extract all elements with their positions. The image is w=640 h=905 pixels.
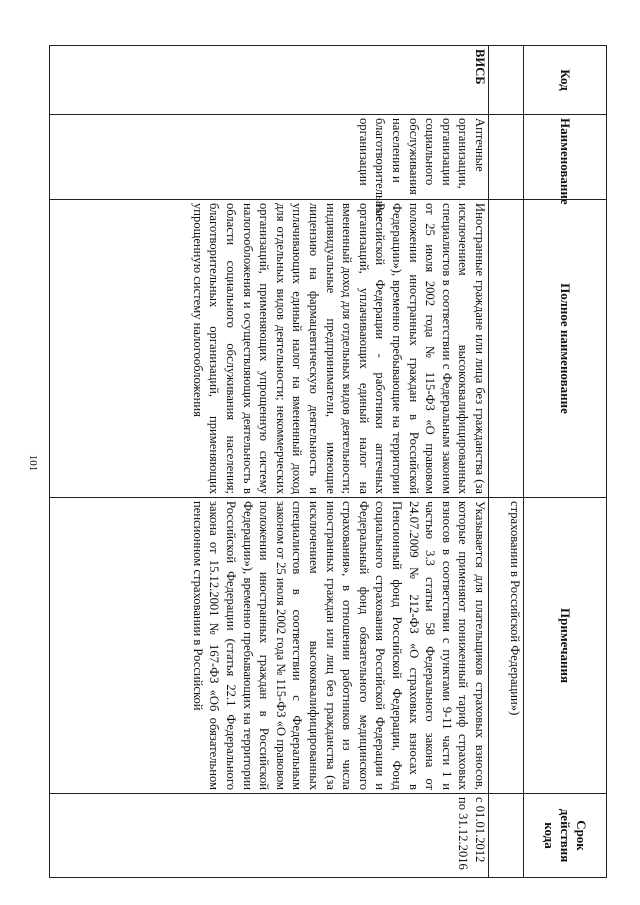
cell-name-empty [489,115,524,200]
header-name: Наименование [524,115,607,200]
header-validity: Срок действия кода [524,794,607,878]
cell-full-name-empty [489,200,524,498]
cell-note: Указывается для плательщиков страховых взносов, которые применяют пониженный тариф страховых взносов в соответствии с пунктами 9-11 части 1 и частью 3.3 статьи 58 Федерального закона от 24.07.2009 № 212-ФЗ «О страховых взносах в Пенсионный фонд Российской Федерации, Фонд социального страхования Российской Федерации и Федеральный фонд обязательного медицинского страхования», в отношении работников из числа иностранных граждан или лиц без гражданства (за исключением высококвалифицированных специалистов в соответствии с Федеральным законом от 25 июля 2002 года № 115-ФЗ «О правовом положении иностранных граждан в Российской Федерации»), временно пребывающих на территории Российской Федерации (статья 22.1 Федерального закона от 15.12.2001 № 167-ФЗ «Об обязательном пенсионном страховании в Российской [50,498,489,794]
header-code: Код [524,46,607,115]
page-number: 101 [27,454,39,472]
cell-validity: с 01.01.2012 по 31.12.2016 [50,794,489,878]
header-full-name: Полное наименование [524,200,607,498]
cell-note-continued: страховании в Российской Федерации») [489,498,524,794]
cell-code: ВИСБ [50,46,489,115]
cell-validity-empty [489,794,524,878]
cell-name: Аптечные организации, организации социального обслуживания населения и благотворительные организации [50,115,489,200]
codes-table [49,45,607,878]
cell-code-empty [489,46,524,115]
cell-full-name: Иностранные граждане или лица без гражданства (за исключением высококвалифицированных специалистов в соответствии с Федеральным законом от 25 июля 2002 года № 115-ФЗ «О правовом положении иностранных граждан в Российской Федерации»), временно пребывающие на территории Российской Федерации - работники аптечных организаций, уплачивающих единый налог на вмененный доход для отдельных видов деятельности; индивидуальные предприниматели, имеющие лицензию на фармацевтическую деятельность и уплачивающих единый налог на вмененный доход для отдельных видов деятельности; некоммерческих организаций, применяющих упрощенную систему налогообложения и осуществляющих деятельность в области социального обслуживания населения; благотворительных организаций, применяющих упрощенную систему налогообложения [50,200,489,498]
table-header-row [524,46,607,878]
header-notes: Примечания [524,498,607,794]
table-row-continued [489,46,524,878]
table-row-visb [50,46,489,878]
